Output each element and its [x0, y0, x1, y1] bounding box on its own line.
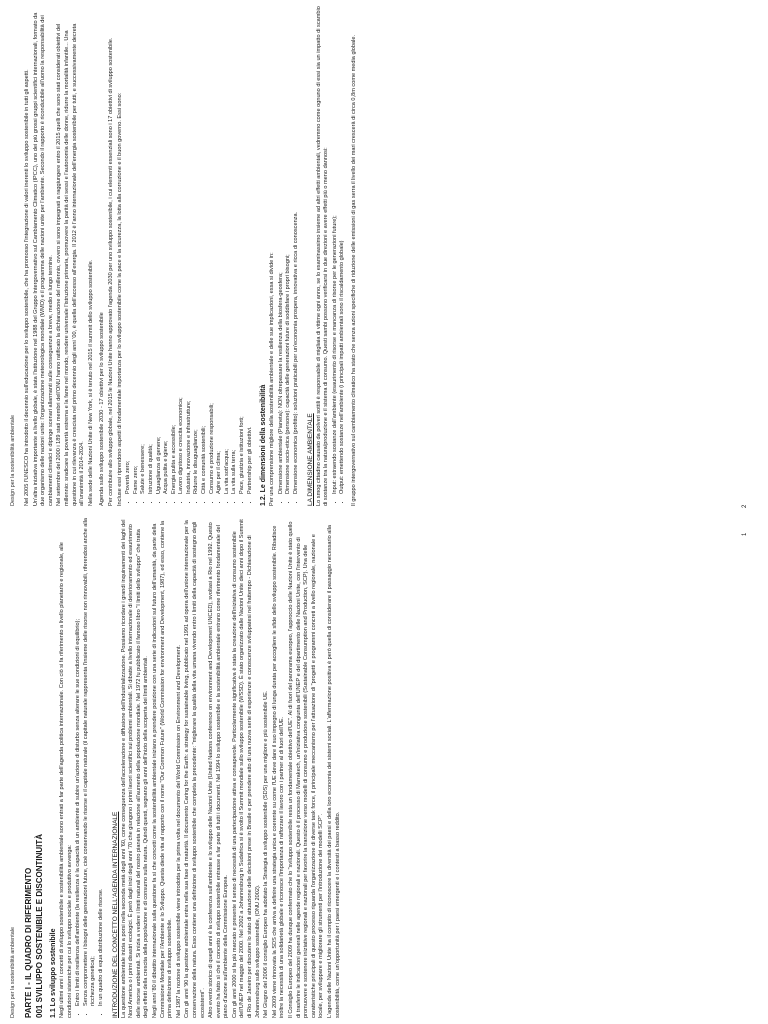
list-item: • Acqua pulita e igiene; — [163, 6, 171, 494]
list-item: • In un quadro di equa distribuzione delle risorse. — [98, 518, 106, 1006]
paragraph: Nella sede delle Nazioni Unite di New York, si è tenuto nel 2015 il summit dello sviluppo sostenibile. — [87, 259, 94, 506]
paragraph: Nel 2005 l'UNESCO ha introdotto il decennio sull'educazione per lo sviluppo sostenibile, che ha promosso l'integrazione di valori inerenti lo sviluppo sostenibile in tutti gli aspetti. — [24, 69, 30, 506]
paragraph: L'agenda delle Nazioni Unite ha il compito di riconoscere la diversità dei paesi e della loro economia dei sistemi sociali. L'affermazione positiva è però quella di considerare il passaggio necessario alla sostenibilità, come un'opportunità per i paesi emergenti e i contesti a basso reddito. — [327, 524, 341, 1018]
list-item: • Partnership per gli obiettivi. — [247, 6, 255, 494]
list-item: • Istruzione di qualità; — [148, 6, 156, 494]
page-1 — [10, 518, 758, 1018]
bullet-list — [278, 6, 301, 506]
list-item: • La vita sott'acqua; — [224, 6, 232, 494]
list-item: • Industria, innovazione e infrastrutture; — [186, 6, 194, 494]
list-item: • Fame zero; — [133, 6, 141, 494]
list-item: • Lavoro dignitoso e crescita economica; — [178, 6, 186, 494]
list-item: • Agire per il clima; — [216, 6, 224, 494]
paragraph: Altro evento storico di quegli anni è la conferenza sull'ambiente e lo sviluppo delle Nazioni Unite (United Nations conference on environment and Development UNCED), svoltasi a Rio nel 1992. Questo evento ha fatto sì che il concetto di sviluppo sostenibile entrasse a far parte di tutti i documenti. Nel 1994 lo sviluppo sostenibile e la sostenibilità ambientale entrano come riferimento fondamentale del piano d'azione sull'ambiente della Commissione Europea. — [208, 522, 230, 1018]
paragraph: Il Consiglio Europeo del 2009 ha dunque confermato che lo "sviluppo sostenibile resta un fondamentale obiettivo dell'UE". Al di fuori del panorama europeo, l'approccio delle Nazioni Unite è stato quello di trasferire le indicazioni generali nelle agende regionali e nazionali. Questo è il processo di Marrakech, un'iniziativa congiunta dell'UNEP e del dipartimento delle Nazioni Unite, con l'intervento di promuovere e sostenere iniziative regionali e nazionali per favorire la transizione verso modelli di consumo e produzione sostenibili (Sustainable Consumption and Production, SCP). Una delle caratteristiche principali di questo processo riguarda l'organizzazione di diverse task force, il principale meccanismo per l'attuazione di "progetti e programmi concreti a livello regionale, nazionale e locale, per sviluppare e migliorare gli strumenti per l'introduzione dei modelli SCP". — [288, 521, 325, 1018]
list-item: • Input: estraendo sostanze dall'ambiente (esaurimento di risorse e mancanza di risorse per le generazioni future); — [332, 6, 340, 494]
list-item: • Entro i limiti di resilienza dell'ambiente (la resilienza è la capacità di un ambiente di subire un'azione di disturbo senza alterare le sue condizioni di equilibrio); — [75, 518, 83, 1006]
list-item: • Dimensione socio-etica (persone): capacità delle generazioni future di soddisfare i propri bisogni; — [285, 6, 293, 494]
part-title: PARTE I - IL QUADRO DI RIFERIMENTO — [24, 867, 33, 1018]
paragraph: Lo smog cittadino causato da polveri sottili è responsabile di migliaia di vittime ogni anno, se lo esaminassimo insieme ad altri effetti ambientali, vedremmo come ognuno di essi sia un impatto di scambio di sostanze tra la natura/produzione e il sistema di consumo. Questi sambi possono verificarsi in due direzioni e avere effetti più o meno dannosi: — [315, 6, 330, 506]
paragraph: Con gli anni '90 la questione ambientale entra nella sua fase di maturità. Il documento Caring for the Earth: a strategy for sustainable living, pubblicato nel 1991 ad opera dell'unione internazionale per la conservazione della natura. Esso contiene una definizione di sviluppo sostenibile che completa la precedente: "migliorare la qualità della vita umana vivendo entro i limiti della capacità di sostegno degli ecosistemi". — [184, 520, 206, 1018]
list-item: • Uguaglianza di genere; — [156, 6, 164, 494]
paragraph: La questione ambientale inizia a porsi nella seconda metà degli anni '60, come conseguenza dell'accelerazione e diffusione dell'industrializzazione. Possiamo ricordare i grandi inquinamenti dei laghi del Nord America o i primi disastri ecologici. È però dagli inizi degli anni '70 che giungono i primi lavori scientifici sui problemi ambientali. Si dibatte a livello internazionale di deterioramento ed esaurimento delle risorse ambientali. Si inizia a vedere i limiti naturali del nostro pianeta in relazione all'aumento della popolazione mondiale. Nel 1972 fu pubblicato il famoso libro "I limiti dello sviluppo" che tratta degli effetti della crescita della popolazione e di consumo sulla natura. Quindi questi, segnano gli anni dell'inizio della scoperta dei limiti ambientali. — [120, 519, 150, 1018]
paragraph: Incluse essi riprendono aspetti di fondamentale importanza per lo sviluppo sostenibile come la pace e la sicurezza, la lotta alla corruzione e il buon governo. Essi sono: — [116, 92, 123, 506]
page-header: Design per la sostenibilità ambientale — [10, 414, 16, 506]
paragraph: Per una comprensione migliore della sostenibilità ambientale e delle sue implicazioni, essa si divide in: — [269, 252, 276, 506]
paragraph: Agenda sullo sviluppo sostenibile 2030 - 17 obiettivi per lo sviluppo sostenibile — [99, 312, 106, 506]
list-item: • Ridurre le disuguaglianze; — [193, 6, 201, 494]
list-item: • Salute e benessere; — [140, 6, 148, 494]
paragraph: Nel Giugno del 2006 il consiglio Europeo ha adottato la Strategia di sviluppo sostenibile (SDS) per una migliore e più sostenibile UE. — [263, 690, 270, 1018]
paragraph: Negli anni '80 il dibattito internazionale sulla questione fa sì che concetti come la sostenibilità ambientale iniziano a prendere posizione con una serie di indicazioni sul futuro dell'umanità, da parte della Commissione Mondiale per l'Ambiente e lo Sviluppo. Questa diede vita al rapporto con il nome "Our Common Future" (World Commission for environment and Development, 1987), ed esso, contiene la prima definizione di sviluppo sostenibile. — [151, 520, 174, 1018]
paragraph: Per contribuire allo sviluppo globale, nel 2015 le Nazioni Unite hanno approvato l'agenda 2030 per uno sviluppo sostenibile, i cui elementi essenziali sono i 17 obiettivi di sviluppo sostenibile. — [107, 37, 114, 506]
list-item: • Output: emettendo sostanze nell'ambiente (i principali impatti ambientali sono il riscaldamento globale) — [339, 6, 347, 494]
paragraph: Un'altra iniziativa importante a livello globale, è stata l'istituzione nel 1988 del Gruppo Intergovernativo sul Cambiamento Climatico (IPCC), uno dei più grossi gruppi scientifici internazionali, formato da due organismo delle nazioni unite: l'organizzazione meteorologica mondiale (WMO) e il programma delle nazioni unite per l'ambiente. Secondo il rapporto è riconducibile all'uomo la responsabilità dei cambiamenti climatici e dipinge scenari allarmanti sulle conseguenze a breve, medio e lungo termine. — [32, 12, 54, 506]
chapter-title: 001 SVILUPPO SOSTENIBILE E DISCONTINUITÀ — [35, 833, 44, 1018]
paragraph: Il gruppo intergovernativo sul cambiamento climatico ha stato che senza azioni specifiche di riduzione delle emissioni di gas serra il livello dei mari crescerà di circa 0,8m come media globale. — [350, 34, 357, 506]
list-item: • Città e comunità sostenibili; — [201, 6, 209, 494]
list-item: • Pace, giustizia e istituzioni forti; — [239, 6, 247, 494]
paragraph: Nel 2009 viene rinnovata la SDS che arriva a definire una strategia unica e coerente su come l'UE deve dare il suo impegno di lunga durata per accogliere le sfide dello sviluppo sostenibile. Ribadisce inoltre la necessità di una solidarietà globale e riconosce l'importanza di rafforzare il lavoro con i partner al di fuori dell'UE. — [271, 525, 286, 1018]
goals-list — [125, 6, 254, 506]
list-item: • Consumo e produzione responsabili; — [209, 6, 217, 494]
page-number: 2 — [742, 504, 748, 508]
list-item: • Dimensione economica (profitto): soluzioni praticabili per un'economia prospera, innovativa e ricca di conoscenza. — [293, 6, 301, 494]
subsection-title: LA DIMENSIONE AMBIENTALE — [306, 413, 314, 506]
paragraph: Con gli anni 2000 si fa più marcato e presente il senso di necessità di una partecipazione attiva e consapevole. Particolarmente significativa è stata la creazione dell'iniziativa di consumo sostenibile dell'UNEP nel maggio del 2000. Nel 2002 a Johannesburg in Sudafrica si è svolto il Summit mondiale sullo sviluppo sostenibile (WSSD). È stato organizzato dalle Nazioni Unite dieci anni dopo il Summit di Rio de Janeiro per discutere lo stato di attuazione delle decisioni prese in Brasile e per prendere atto di una nuova serie di esperienze e conoscenze sviluppatesi nel frattempo - Dichiarazione di Johannesburg sullo sviluppo sostenibile, (ONU 2002). — [231, 519, 261, 1018]
list-item: • La vita sulla terra; — [231, 6, 239, 494]
paragraph: Nel settembre del 2000 i 189 stati membri dell'ONU hanno ratificato la dichiarazione del millennio, ovvero si sono impegnati a raggiungere entro il 2015 quelli che sono stati considerati obiettivi del millennio: sradicare la povertà estrema e la fame nel mondo, rendere universale l'istruzione primaria, promuovere la parità dei sessi e l'autonomia delle donne, ridurre la mortalità infantile... Una questione in cui rilevanza è cresciuta nel primo decennio degli anni '00, è quella dell'accesso all'energia. Il 2012 è l'anno internazionale dell'energia sostenibile per tutti, e successivamente decreta all'unanimità il 2014-2024. — [56, 23, 86, 506]
section-title: 1.1 Lo sviluppo sostenibile — [50, 928, 57, 1018]
list-item: • Dimensione ambientale (Pianeta): NON oltrepassare la resilienza della biosfera-geosfera; — [278, 6, 286, 494]
section-title: 1.2. Le dimensioni della sostenibilità — [260, 384, 268, 506]
page-2 — [10, 6, 758, 506]
paragraph: Nel 1987 la nozione di sviluppo sostenibile viene introdotta per la prima volta nel documento del World Commission on Environment and Development. — [175, 644, 182, 1018]
list-item: • Senza compromettere i bisogni delle generazioni future, cioè conservando le risorse e il capitale naturale (il capitale naturale rappresenta l'insieme delle risorse non rinnovabili, riferendosi anche alla ricchezza genetica); — [83, 518, 98, 1006]
page-number: 1 — [742, 532, 748, 536]
list-item: • Povertà zero; — [125, 6, 133, 494]
page-header: Design per la sostenibilità ambientale — [10, 926, 16, 1018]
paragraph: Negli ultimi anni i concetti di sviluppo sostenibile e sostenibilità ambientale sono entrati a far parte dell'agenda politica internazionale. Con ciò si fa riferimento a livello planetario e regionale, alle condizioni sistemiche per cui lo sviluppo sociale e produttivo avvenga: — [59, 542, 73, 1018]
list-item: • Energia pulita e accessibile; — [171, 6, 179, 494]
bullet-list — [75, 518, 105, 1018]
subsection-title: INTRODUZIONE DEL CONCETTO NELL'AGENDA INTERNAZIONALE — [111, 811, 119, 1018]
bullet-list — [332, 6, 347, 506]
